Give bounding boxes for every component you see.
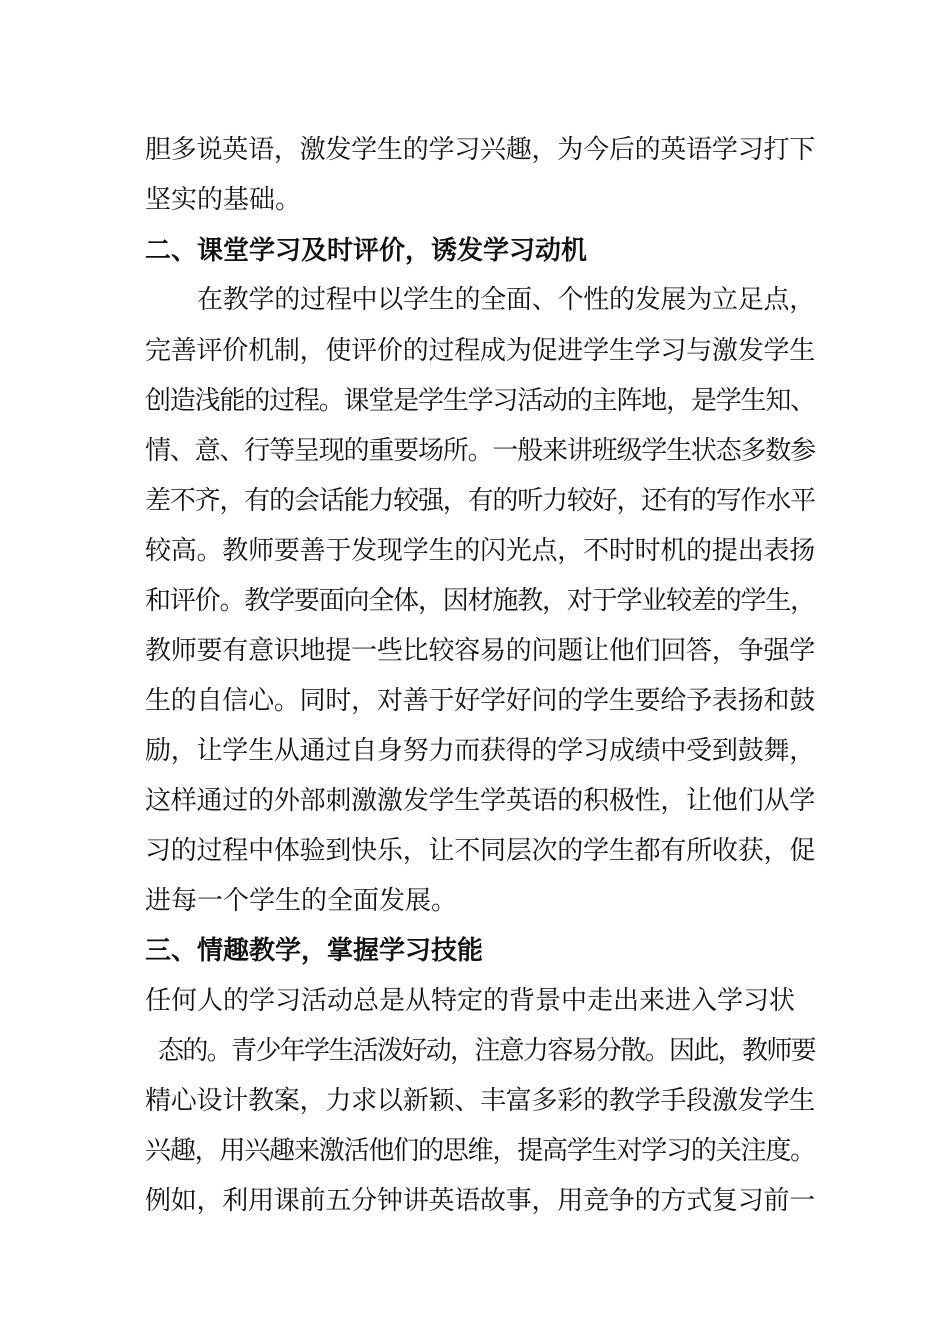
paragraph-2-line: 创造浅能的过程。课堂是学生学习活动的主阵地，是学生知、 [145,386,816,416]
paragraph-2-line: 和评价。教学要面向全体，因材施教，对于学业较差的学生， [145,586,816,616]
paragraph-2-line: 差不齐，有的会话能力较强，有的听力较好，还有的写作水平 [145,486,816,516]
paragraph-2-line: 较高。教师要善于发现学生的闪光点，不时时机的提出表扬 [145,536,816,566]
paragraph-2-line: 情、意、行等呈现的重要场所。一般来讲班级学生状态多数参 [145,436,816,466]
paragraph-2-line: 这样通过的外部刺激激发学生学英语的积极性，让他们从学 [145,786,816,816]
paragraph-2-line: 进每一个学生的全面发展。 [145,886,458,916]
paragraph-2-line: 生的自信心。同时，对善于好学好问的学生要给予表扬和鼓 [145,686,816,716]
paragraph-3-line: 态的。青少年学生活泼好动，注意力容易分散。因此，教师要 [158,1036,816,1066]
paragraph-3-line: 精心设计教案，力求以新颖、丰富多彩的教学手段激发学生 [145,1086,816,1116]
paragraph-3-line: 例如，利用课前五分钟讲英语故事，用竞争的方式复习前一 [145,1186,816,1216]
section-heading-2: 二、课堂学习及时评价，诱发学习动机 [145,236,588,266]
paragraph-intro-line: 胆多说英语，激发学生的学习兴趣，为今后的英语学习打下 [145,135,816,165]
paragraph-2-line: 习的过程中体验到快乐，让不同层次的学生都有所收获，促 [145,836,816,866]
paragraph-3-line: 兴趣，用兴趣来激活他们的思维，提高学生对学习的关注度。 [145,1136,816,1166]
paragraph-2-line: 教师要有意识地提一些比较容易的问题让他们回答，争强学 [145,636,816,666]
paragraph-3-line: 任何人的学习活动总是从特定的背景中走出来进入学习状 [145,986,796,1016]
paragraph-2-line: 完善评价机制，使评价的过程成为促进学生学习与激发学生 [145,336,816,366]
paragraph-intro-line: 坚实的基础。 [145,185,302,215]
section-heading-3: 三、情趣教学，掌握学习技能 [145,936,484,966]
paragraph-2-line: 在教学的过程中以学生的全面、个性的发展为立足点， [197,285,816,315]
paragraph-2-line: 励，让学生从通过自身努力而获得的学习成绩中受到鼓舞， [145,736,816,766]
